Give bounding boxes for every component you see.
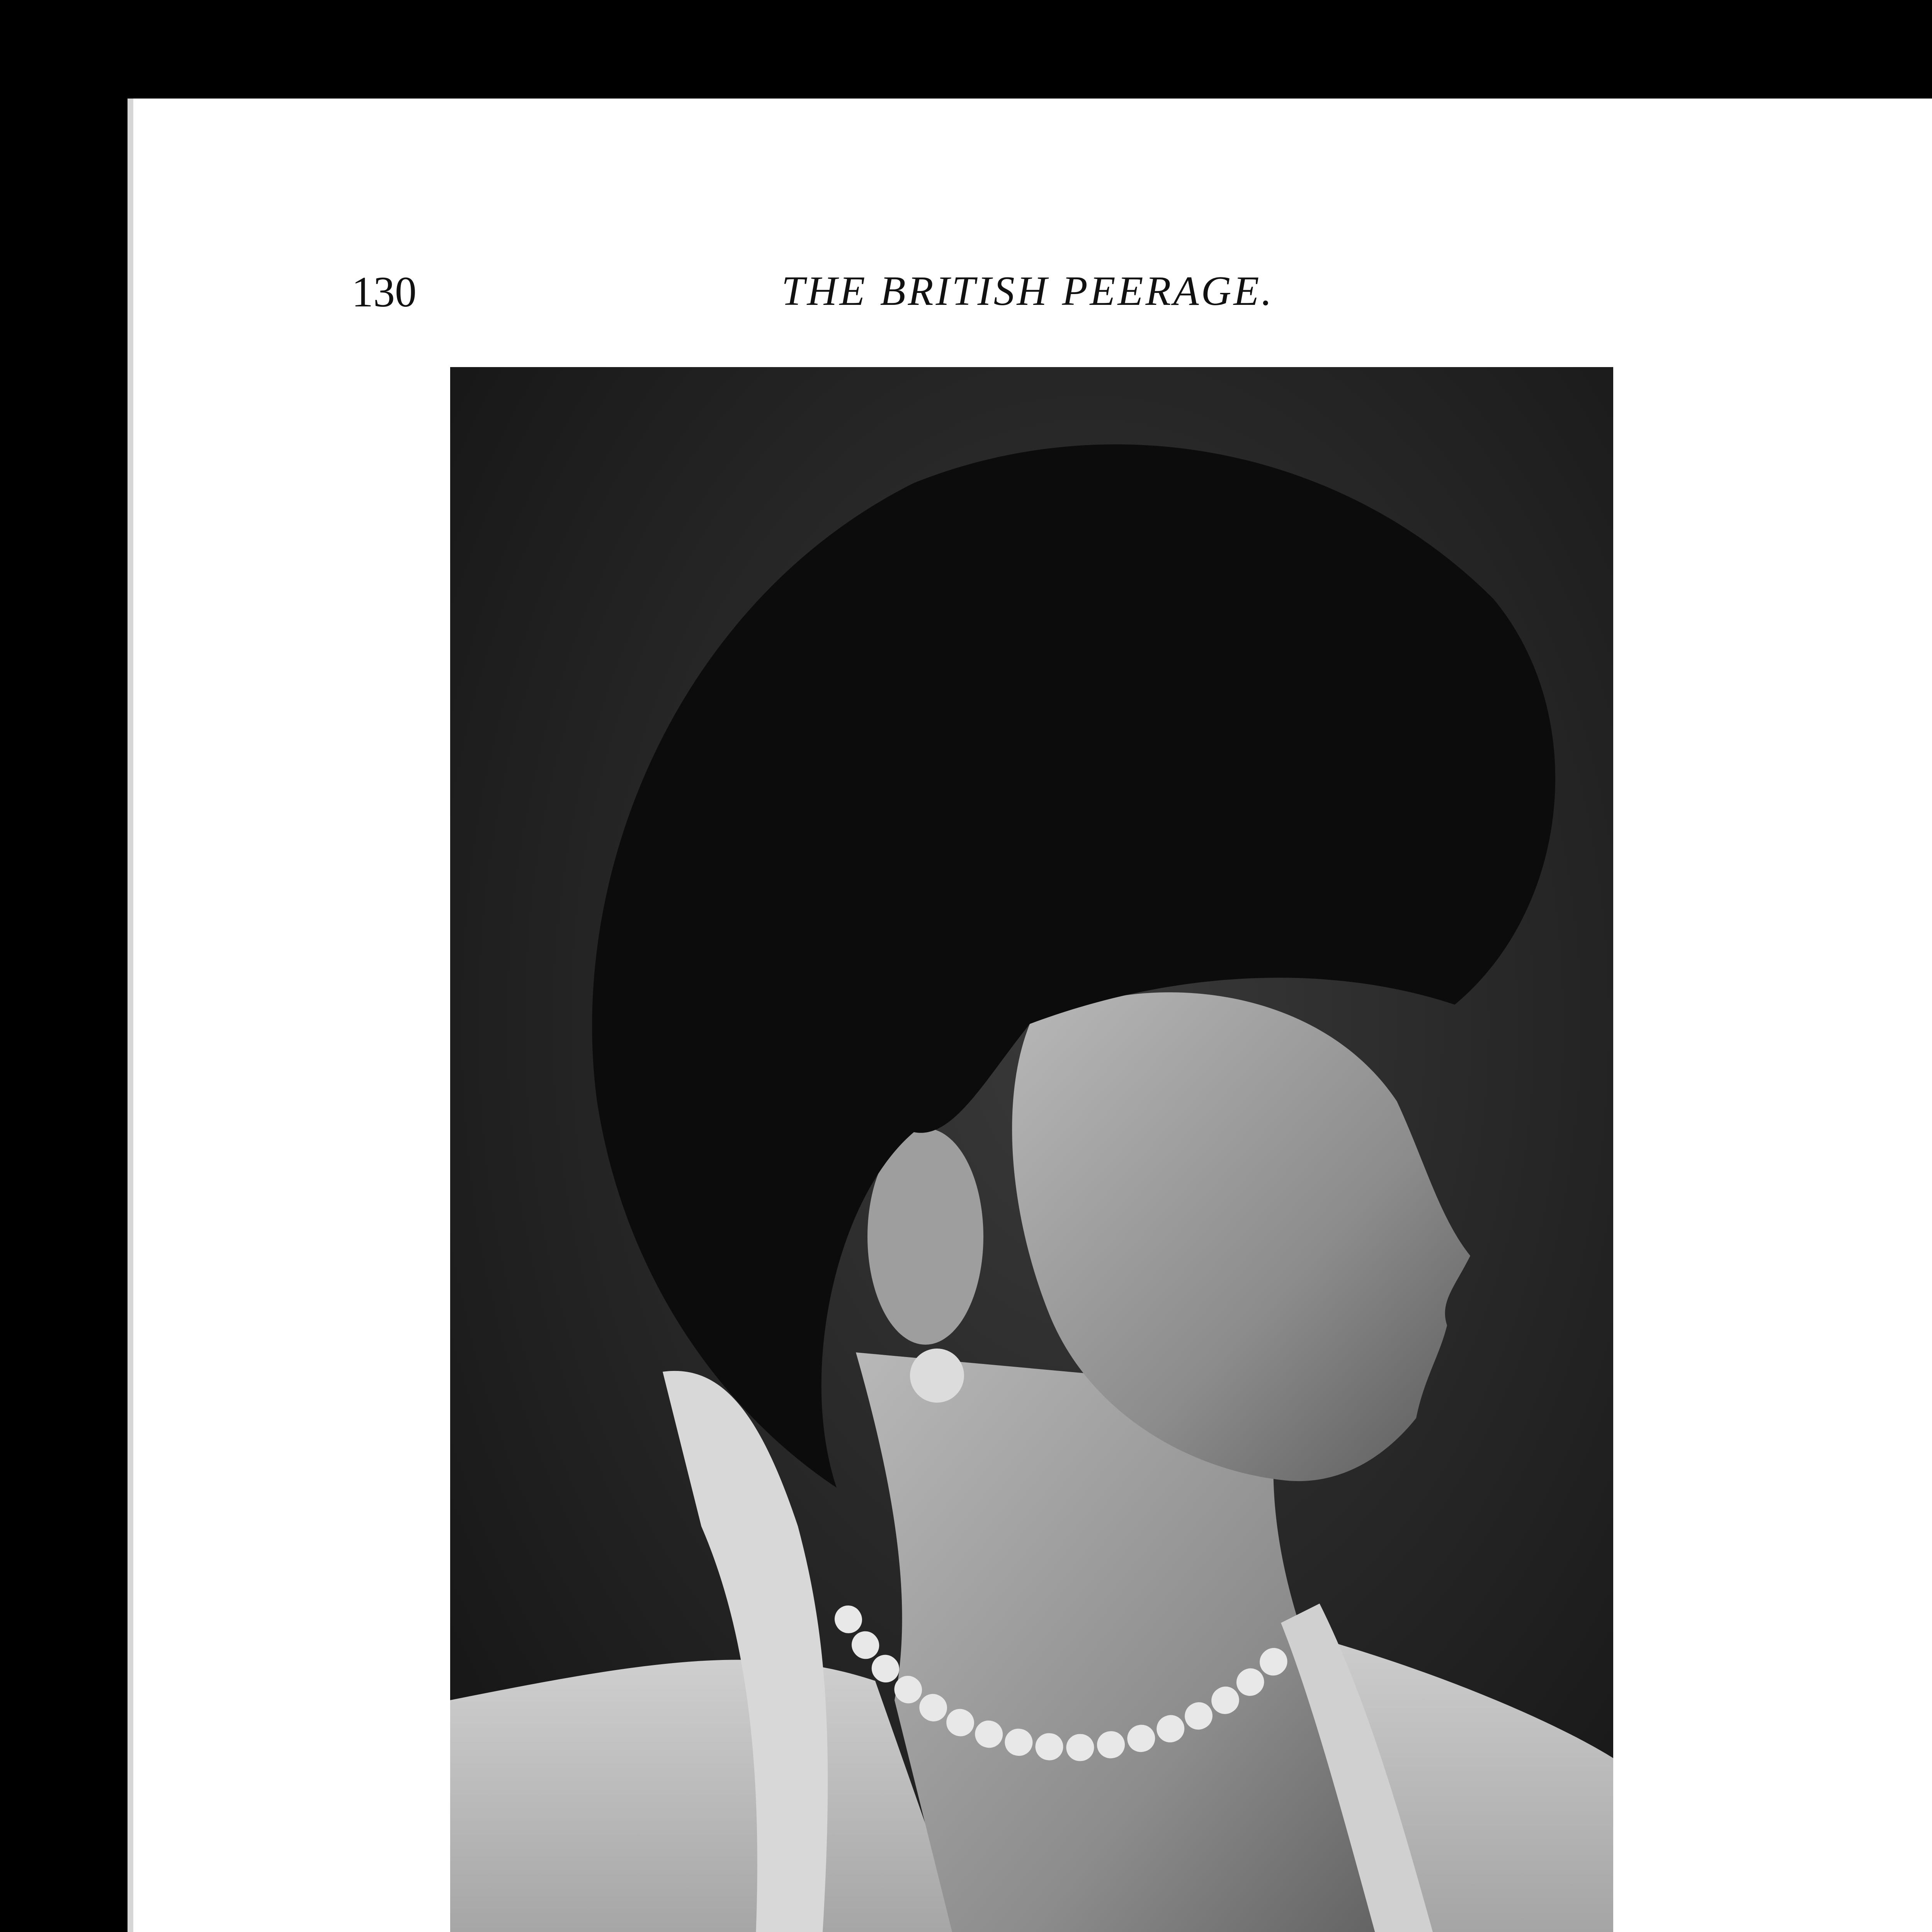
running-title: THE BRITISH PEERAGE. [781,268,1274,314]
page-edge-left [128,99,133,1932]
portrait-illustration [450,367,1613,1932]
portrait-photograph [450,367,1613,1932]
page-number: 130 [352,268,417,316]
